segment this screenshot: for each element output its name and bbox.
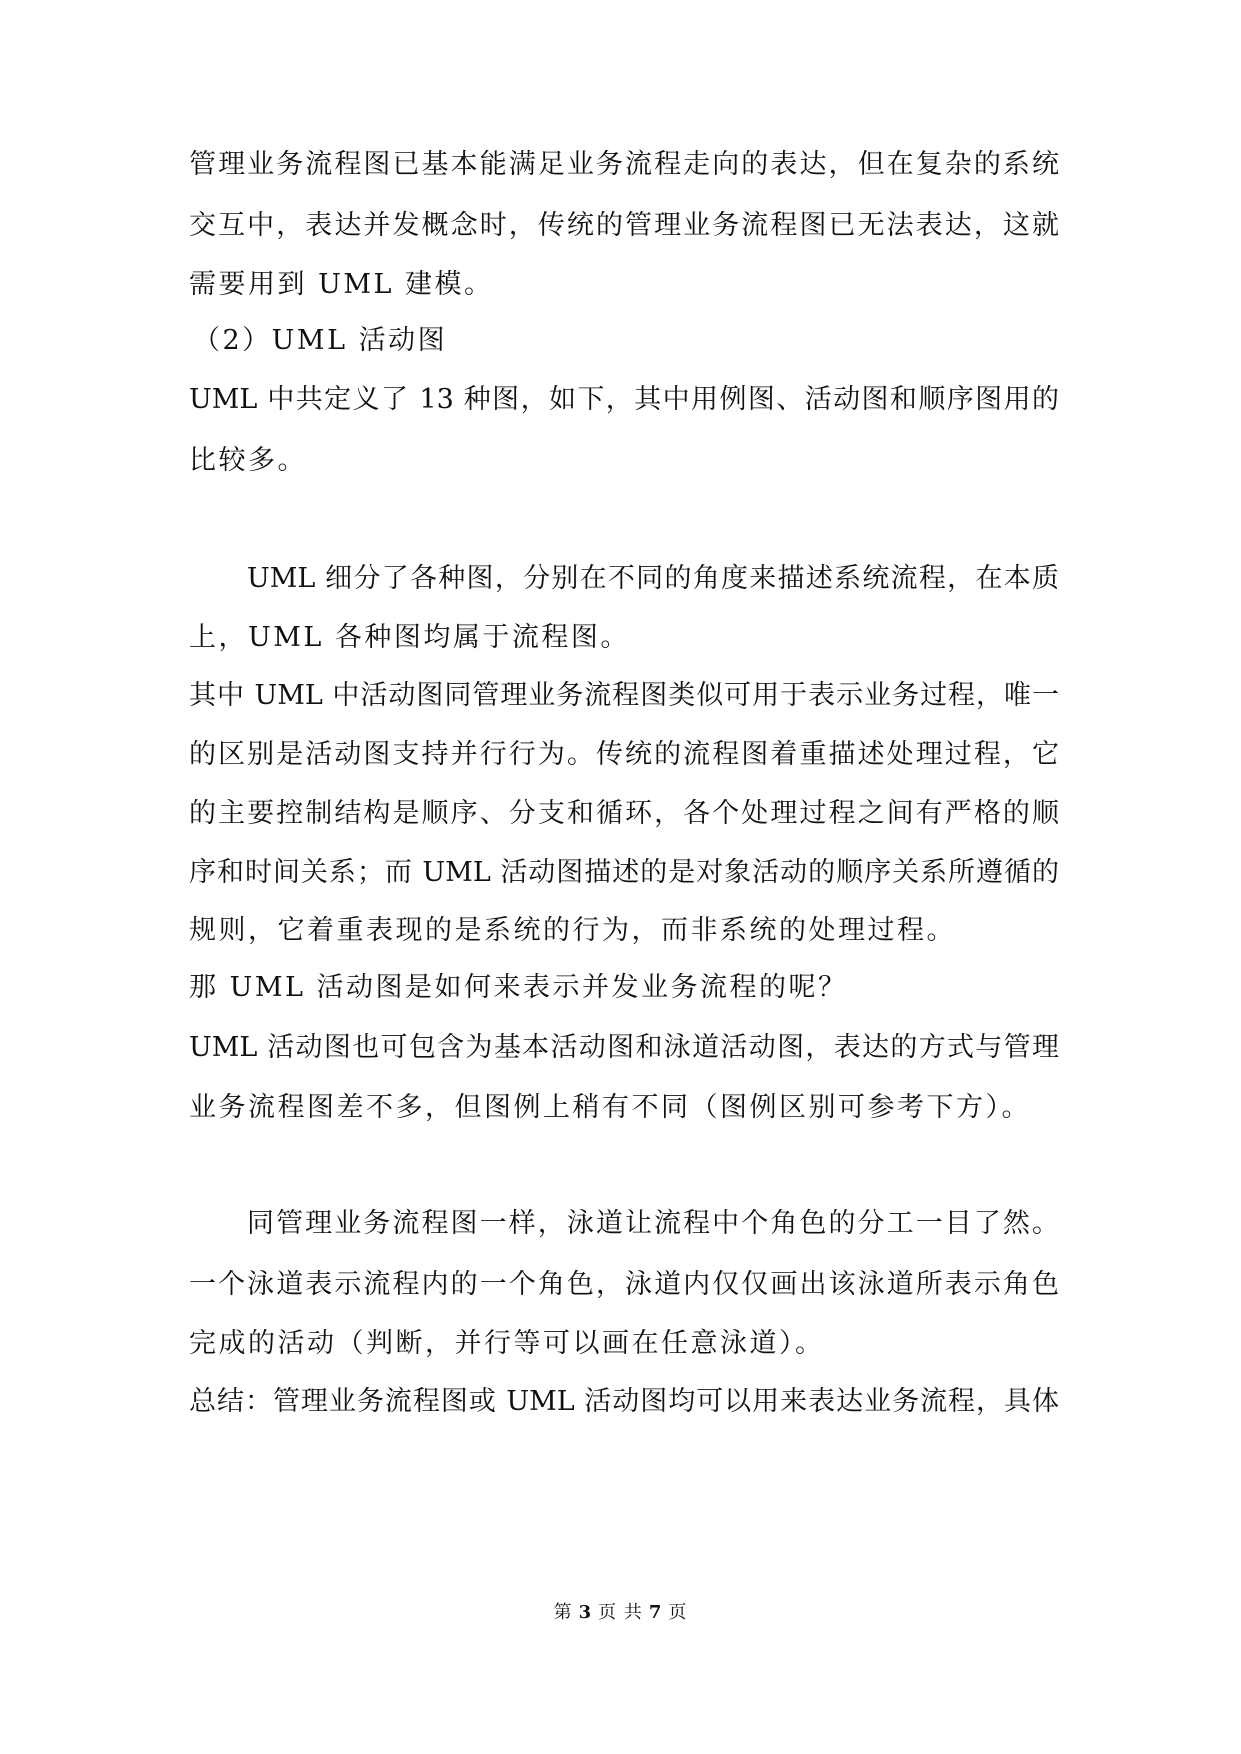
- paragraph-line: 需要用到 UML 建模。: [189, 269, 494, 300]
- footer-prefix: 第: [553, 1602, 573, 1623]
- paragraph-line: UML 细分了各种图，分别在不同的角度来描述系统流程，在本质: [247, 563, 1059, 594]
- paragraph-line: 的区别是活动图支持并行行为。传统的流程图着重描述处理过程，它: [189, 739, 1059, 770]
- paragraph-line: 管理业务流程图已基本能满足业务流程走向的表达，但在复杂的系统: [189, 149, 1059, 180]
- paragraph-line: 一个泳道表示流程内的一个角色，泳道内仅仅画出该泳道所表示角色: [189, 1269, 1059, 1300]
- paragraph-line: 上，UML 各种图均属于流程图。: [189, 622, 630, 653]
- paragraph-line: 的主要控制结构是顺序、分支和循环，各个处理过程之间有严格的顺: [189, 798, 1059, 829]
- footer-mid: 页 共: [598, 1602, 643, 1623]
- section-heading: （2）UML 活动图: [193, 325, 448, 356]
- paragraph-line: 比较多。: [189, 445, 307, 476]
- current-page-number: 3: [578, 1602, 593, 1623]
- total-page-number: 7: [648, 1602, 663, 1623]
- paragraph-line: 那 UML 活动图是如何来表示并发业务流程的呢？: [189, 972, 848, 1003]
- paragraph-line: 总结：管理业务流程图或 UML 活动图均可以用来表达业务流程，具体: [189, 1386, 1059, 1417]
- paragraph-line: UML 活动图也可包含为基本活动图和泳道活动图，表达的方式与管理: [189, 1032, 1059, 1063]
- paragraph-line: 同管理业务流程图一样，泳道让流程中个角色的分工一目了然。: [247, 1208, 1059, 1239]
- page-footer: [0, 1602, 1241, 1624]
- paragraph-line: 序和时间关系；而 UML 活动图描述的是对象活动的顺序关系所遵循的: [189, 857, 1059, 888]
- footer-suffix: 页: [668, 1602, 688, 1623]
- paragraph-line: 其中 UML 中活动图同管理业务流程图类似可用于表示业务过程，唯一: [189, 680, 1059, 711]
- paragraph-line: 业务流程图差不多，但图例上稍有不同（图例区别可参考下方）。: [189, 1092, 1031, 1123]
- paragraph-line: 交互中，表达并发概念时，传统的管理业务流程图已无法表达，这就: [189, 210, 1059, 241]
- paragraph-line: UML 中共定义了 13 种图，如下，其中用例图、活动图和顺序图用的: [189, 384, 1059, 415]
- paragraph-line: 规则，它着重表现的是系统的行为，而非系统的处理过程。: [189, 915, 956, 946]
- paragraph-line: 完成的活动（判断，并行等可以画在任意泳道）。: [189, 1328, 825, 1359]
